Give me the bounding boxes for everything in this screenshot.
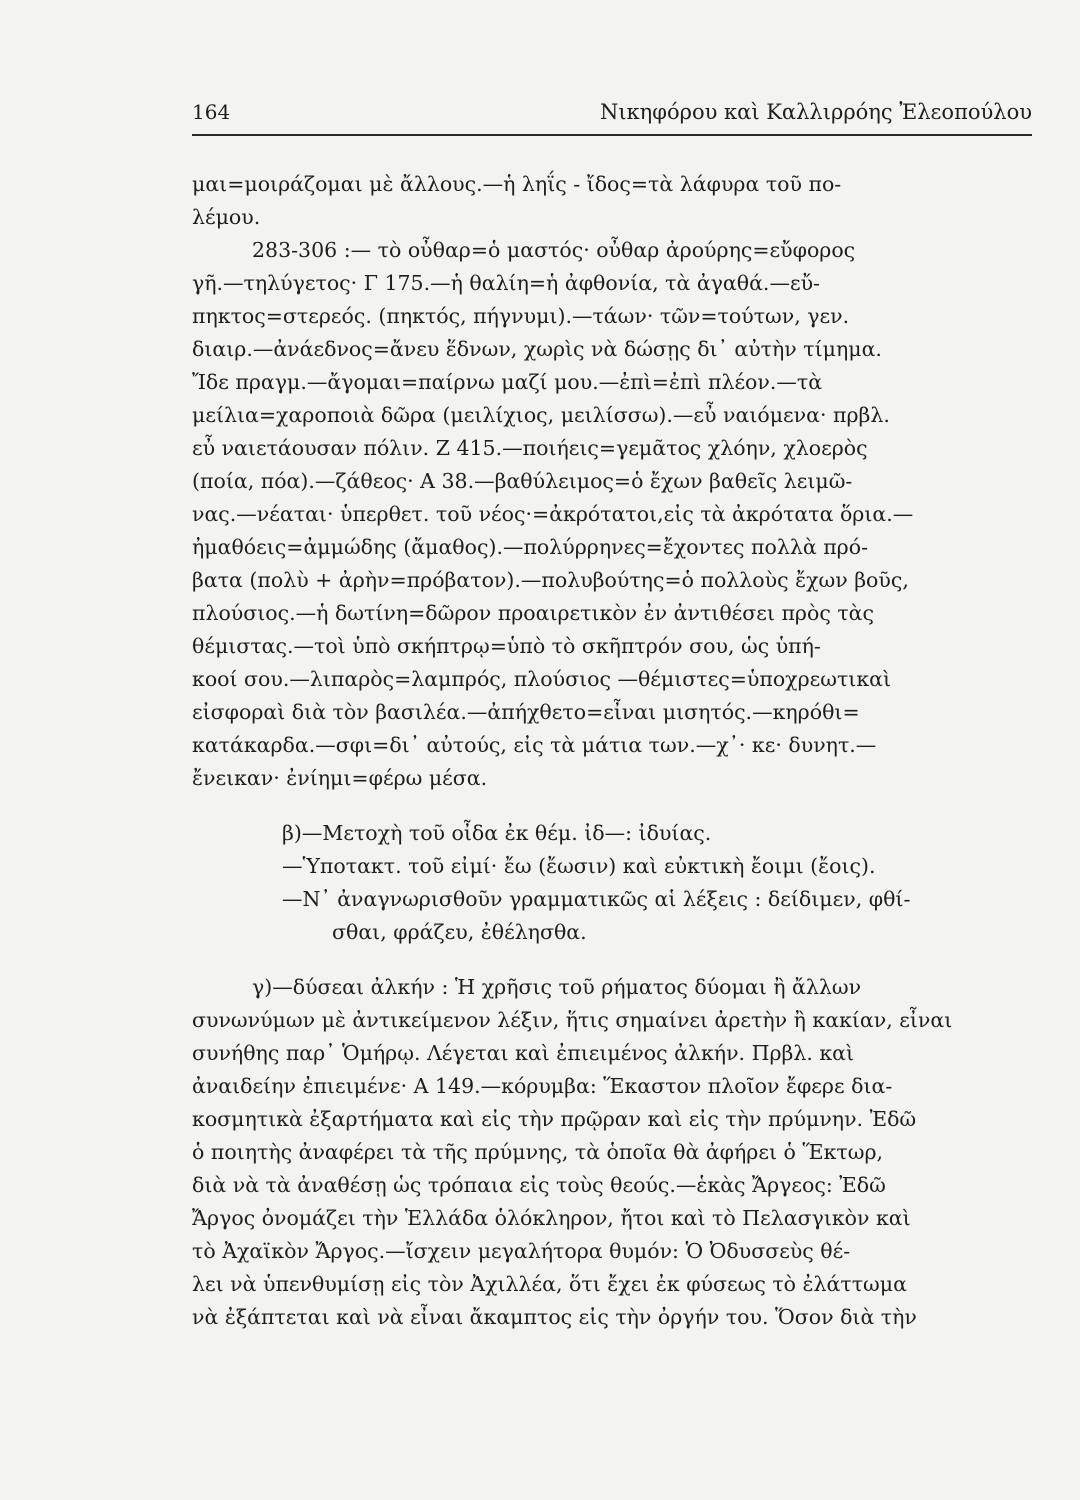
- text-line: (ποία, πόα).—ζάθεος· Α 38.—βαθύλειμος=ὁ ἔχων βαθεῖς λειμῶ-: [192, 469, 853, 493]
- text-line: κοσμητικὰ ἐξαρτήματα καὶ εἰς τὴν πρῷραν καὶ εἰς τὴν πρύμνην. Ἐδῶ: [192, 1107, 917, 1131]
- text-line: ἠμαθόεις=ἀμμώδης (ἄμαθος).—πολύρρηνες=ἔχοντες πολλὰ πρό-: [192, 535, 868, 559]
- section-gamma: γ)—δύσεαι ἀλκήν : Ἡ χρῆσις τοῦ ρήματος δύομαι ἢ ἄλλων: [252, 975, 862, 999]
- text-line: ἔνεικαν· ἐνίημι=φέρω μέσα.: [192, 766, 488, 790]
- page-number: 164: [192, 100, 231, 124]
- text-line: πλούσιος.—ἡ δωτίνη=δῶρον προαιρετικὸν ἐν ἀντιθέσει πρὸς τὰς: [192, 601, 874, 625]
- text-line: κοοί σου.—λιπαρὸς=λαμπρός, πλούσιος —θέμιστες=ὑποχρεωτικαὶ: [192, 667, 892, 691]
- text-line: διὰ νὰ τὰ ἀναθέσῃ ὡς τρόπαια εἰς τοὺς θεούς.—ἑκὰς Ἄργεος: Ἐδῶ: [192, 1173, 886, 1197]
- text-line: συνωνύμων μὲ ἀντικείμενον λέξιν, ἥτις σημαίνει ἀρετὴν ἢ κακίαν, εἶναι: [192, 1008, 953, 1032]
- text-line: Ἴδε πραγμ.—ἄγομαι=παίρνω μαζί μου.—ἐπὶ=ἐπὶ πλέον.—τὰ: [192, 370, 823, 394]
- text-line: κατάκαρδα.—σφι=δι᾽ αὐτούς, εἰς τὰ μάτια των.—χ᾽· κε· δυνητ.—: [192, 733, 877, 757]
- text-line: λέμου.: [192, 205, 261, 229]
- text-line: μείλια=χαροποιὰ δῶρα (μειλίχιος, μειλίσσω).—εὖ ναιόμενα· πρβλ.: [192, 403, 890, 427]
- text-line: —Ὑποτακτ. τοῦ εἰμί· ἔω (ἔωσιν) καὶ εὐκτικὴ ἔοιμι (ἔοις).: [282, 854, 876, 878]
- text-line: σθαι, φράζευ, ἐθέλησθα.: [332, 920, 587, 944]
- text-line: συνήθης παρ᾽ Ὁμήρῳ. Λέγεται καὶ ἐπιειμένος ἀλκήν. Πρβλ. καὶ: [192, 1041, 855, 1065]
- text-line: εὖ ναιετάουσαν πόλιν. Ζ 415.—ποιήεις=γεμᾶτος χλόην, χλοερὸς: [192, 436, 868, 460]
- section-beta: β)—Μετοχὴ τοῦ οἶδα ἐκ θέμ. ἰδ—: ἰδυίας.: [282, 821, 712, 845]
- text-line: —Ν᾽ ἀναγνωρισθοῦν γραμματικῶς αἱ λέξεις : δείδιμεν, φθί-: [282, 887, 911, 911]
- running-head: Νικηφόρου καὶ Καλλιρρόης Ἐλεοπούλου: [599, 100, 1032, 124]
- text-line: πηκτος=στερεός. (πηκτός, πήγνυμι).—τάων· τῶν=τούτων, γεν.: [192, 304, 850, 328]
- text-line: ὁ ποιητὴς ἀναφέρει τὰ τῆς πρύμνης, τὰ ὁποῖα θὰ ἀφήρει ὁ Ἕκτωρ,: [192, 1140, 884, 1164]
- text-line: νὰ ἐξάπτεται καὶ νὰ εἶναι ἄκαμπτος εἰς τὴν ὀργήν του. Ὅσον διὰ τὴν: [192, 1305, 917, 1329]
- text-line: θέμιστας.—τοὶ ὑπὸ σκήπτρῳ=ὑπὸ τὸ σκῆπτρόν σου, ὡς ὑπή-: [192, 634, 821, 658]
- text-line: ἀναιδείην ἐπιειμένε· Α 149.—κόρυμβα: Ἕκαστον πλοῖον ἔφερε δια-: [192, 1074, 893, 1098]
- text-line: εἰσφοραὶ διὰ τὸν βασιλέα.—ἀπήχθετο=εἶναι μισητός.—κηρόθι=: [192, 700, 860, 724]
- text-line: λει νὰ ὑπενθυμίσῃ εἰς τὸν Ἀχιλλέα, ὅτι ἔχει ἐκ φύσεως τὸ ἐλάττωμα: [192, 1272, 907, 1296]
- text-line: Ἄργος ὀνομάζει τὴν Ἑλλάδα ὁλόκληρον, ἤτοι καὶ τὸ Πελασγικὸν καὶ: [192, 1206, 911, 1230]
- page-body: [192, 168, 1032, 1334]
- section-283-306-start: 283-306 :— τὸ οὖθαρ=ὁ μαστός· οὖθαρ ἀρούρης=εὔφορος: [252, 238, 856, 262]
- text-line: βατα (πολὺ + ἀρὴν=πρόβατον).—πολυβούτης=ὁ πολλοὺς ἔχων βοῦς,: [192, 568, 909, 592]
- text-line: τὸ Ἀχαϊκὸν Ἄργος.—ἴσχειν μεγαλήτορα θυμόν: Ὁ Ὀδυσσεὺς θέ-: [192, 1239, 851, 1263]
- text-line: μαι=μοιράζομαι μὲ ἄλλους.—ἡ ληΐς - ἴδος=τὰ λάφυρα τοῦ πο-: [192, 172, 842, 196]
- section-gap: [192, 795, 1032, 817]
- section-gap: [192, 949, 1032, 971]
- text-line: διαιρ.—ἀνάεδνος=ἄνευ ἕδνων, χωρὶς νὰ δώσῃς δι᾽ αὐτὴν τίμημα.: [192, 337, 882, 361]
- text-line: γῆ.—τηλύγετος· Γ 175.—ἡ θαλίη=ἡ ἀφθονία, τὰ ἀγαθά.—εὔ-: [192, 271, 820, 295]
- text-line: νας.—νέαται· ὑπερθετ. τοῦ νέος·=ἀκρότατοι,εἰς τὰ ἀκρότατα ὅρια.—: [192, 502, 914, 526]
- page-header: [192, 100, 1032, 136]
